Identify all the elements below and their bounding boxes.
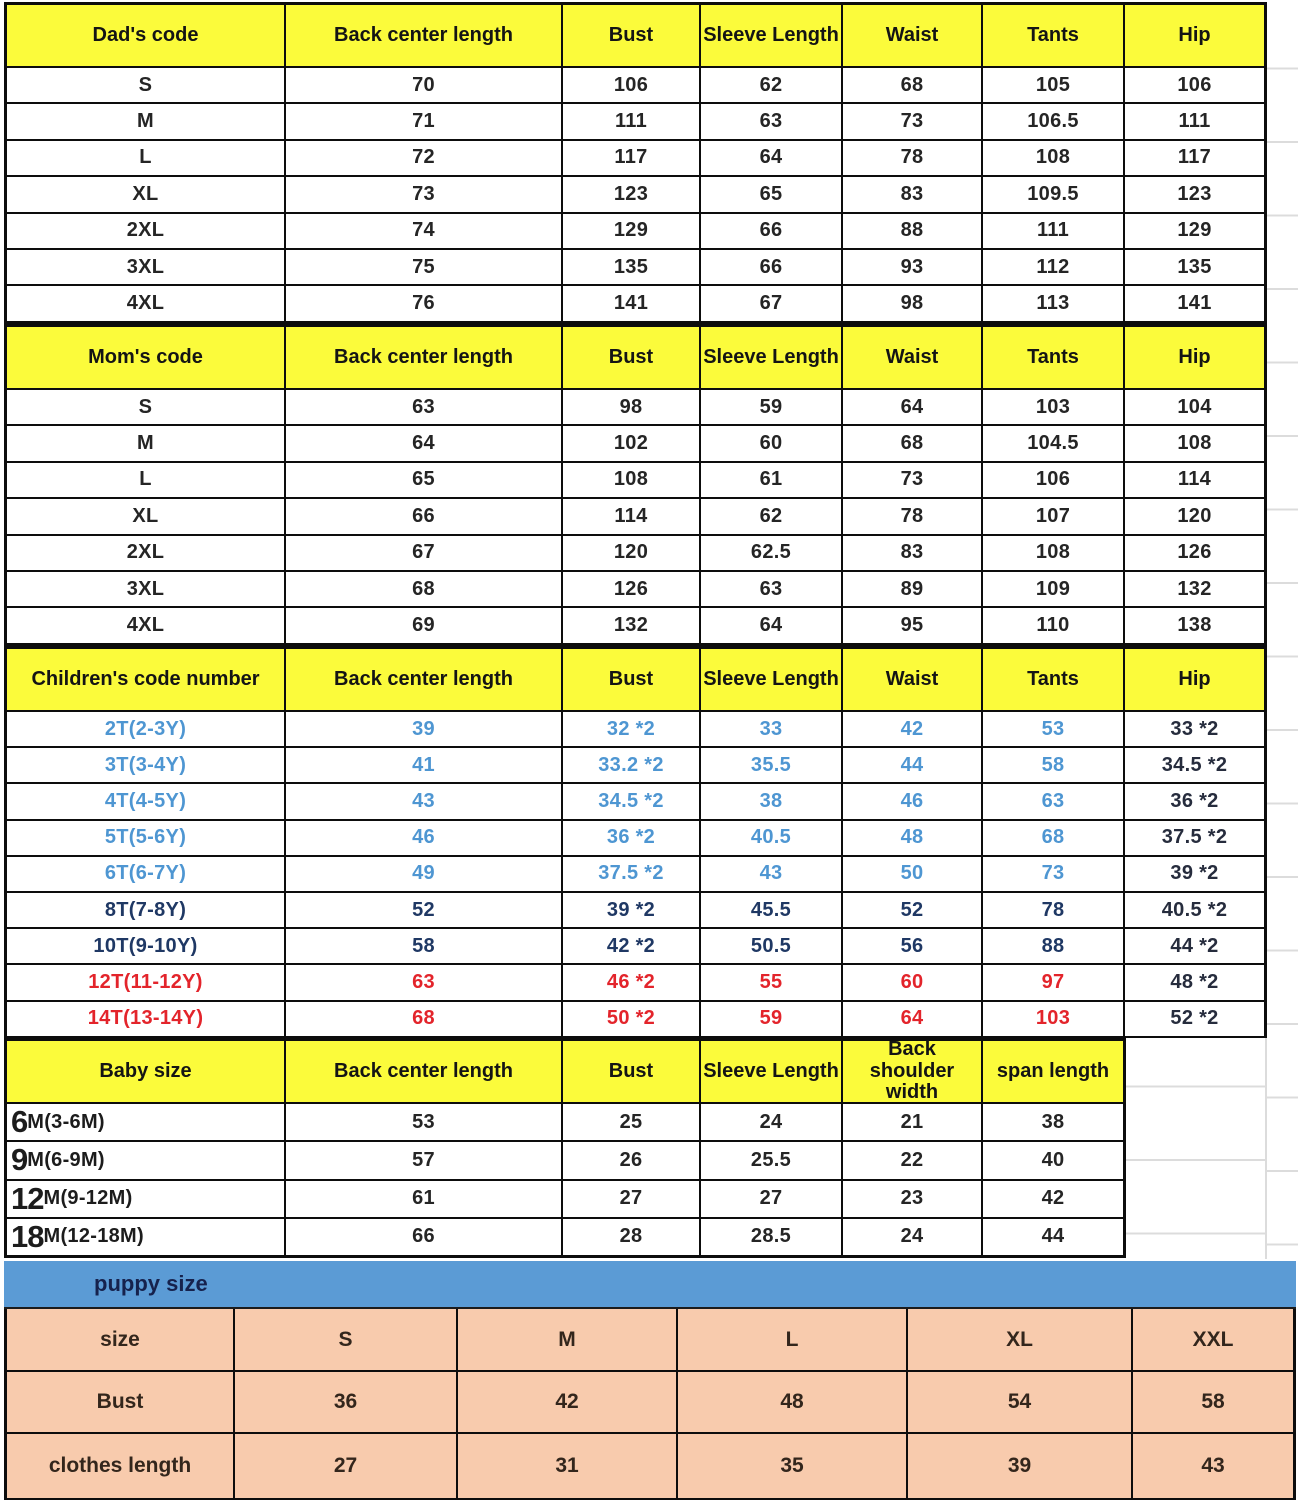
value-cell: 50 [843,857,981,891]
value-cell: 43 [1133,1434,1293,1498]
value-cell: 49 [286,857,561,891]
value-cell: 135 [563,250,699,284]
value-cell: 106.5 [983,104,1123,138]
value-cell: 135 [1125,250,1264,284]
value-cell: 63 [286,965,561,999]
value-cell: 98 [563,390,699,424]
column-header: Baby size [7,1041,284,1102]
value-cell: 103 [983,1002,1123,1036]
value-cell: 26 [563,1142,699,1178]
column-header: Waist [843,649,981,710]
column-header: Sleeve Length [701,5,841,66]
empty-grid-area [1126,1038,1267,1259]
value-cell: 88 [983,929,1123,963]
puppy-size-table [4,1309,1296,1500]
value-cell: 44 [983,1219,1123,1255]
value-cell: 106 [1125,68,1264,102]
value-cell: 59 [701,390,841,424]
value-cell: 40.5 [701,821,841,855]
value-cell: 52 *2 [1125,1002,1264,1036]
value-cell: 111 [983,214,1123,248]
value-cell: 72 [286,141,561,175]
column-header: Sleeve Length [701,1041,841,1102]
value-cell: 62 [701,68,841,102]
column-header: Bust [563,5,699,66]
value-cell: 40.5 *2 [1125,893,1264,927]
value-cell: 41 [286,748,561,782]
row-label-cell: 14T(13-14Y) [7,1002,284,1036]
column-header: Back center length [286,5,561,66]
column-header: Hip [1125,5,1264,66]
baby-size-label-cell [7,1181,284,1217]
value-cell: 33.2 *2 [563,748,699,782]
row-label-cell: S [7,390,284,424]
value-cell: 42 [983,1181,1123,1217]
value-cell: 24 [843,1219,981,1255]
value-cell: 108 [1125,426,1264,460]
column-header: Sleeve Length [701,327,841,388]
value-cell: 141 [1125,286,1264,320]
value-cell: 57 [286,1142,561,1178]
value-cell: 138 [1125,608,1264,642]
value-cell: 68 [983,821,1123,855]
value-cell: 39 [286,712,561,746]
value-cell: 113 [983,286,1123,320]
value-cell: 66 [286,499,561,533]
value-cell: 60 [701,426,841,460]
column-header: Back center length [286,1041,561,1102]
column-header: Waist [843,5,981,66]
value-cell: 24 [701,1104,841,1140]
value-cell: XL [908,1309,1131,1370]
value-cell: 27 [235,1434,456,1498]
value-cell: 50.5 [701,929,841,963]
value-cell: 28.5 [701,1219,841,1255]
value-cell: 58 [286,929,561,963]
value-cell: 25.5 [701,1142,841,1178]
value-cell: 123 [563,177,699,211]
value-cell: 126 [1125,536,1264,570]
value-cell: 36 *2 [1125,784,1264,818]
value-cell: 68 [843,68,981,102]
value-cell: 37.5 *2 [1125,821,1264,855]
column-header: Back center length [286,649,561,710]
row-label-cell: 2XL [7,536,284,570]
value-cell: 112 [983,250,1123,284]
column-header: Tants [983,649,1123,710]
value-cell: 73 [843,104,981,138]
baby-size-label-cell [7,1142,284,1178]
value-cell: 38 [701,784,841,818]
value-cell: 42 *2 [563,929,699,963]
value-cell: 48 [843,821,981,855]
value-cell: 83 [843,177,981,211]
value-cell: 53 [286,1104,561,1140]
value-cell: 42 [843,712,981,746]
baby-size-number: 9 [11,1142,28,1178]
row-label-cell: 5T(5-6Y) [7,821,284,855]
value-cell: 108 [563,463,699,497]
column-header: Waist [843,327,981,388]
column-header: Bust [563,1041,699,1102]
value-cell: 65 [286,463,561,497]
value-cell: 35.5 [701,748,841,782]
value-cell: L [678,1309,906,1370]
value-cell: 108 [983,536,1123,570]
row-label-cell: 8T(7-8Y) [7,893,284,927]
row-label-cell: M [7,104,284,138]
value-cell: 38 [983,1104,1123,1140]
value-cell: 62.5 [701,536,841,570]
value-cell: 25 [563,1104,699,1140]
value-cell: 64 [843,390,981,424]
row-label-cell: 4XL [7,608,284,642]
row-label-cell: 10T(9-10Y) [7,929,284,963]
value-cell: 117 [1125,141,1264,175]
value-cell: 120 [563,536,699,570]
row-label-cell: 6T(6-7Y) [7,857,284,891]
value-cell: 73 [983,857,1123,891]
value-cell: 36 *2 [563,821,699,855]
value-cell: 59 [701,1002,841,1036]
value-cell: 83 [843,536,981,570]
value-cell: 68 [286,1002,561,1036]
column-header: Bust [563,327,699,388]
row-label-cell: XL [7,177,284,211]
value-cell: 76 [286,286,561,320]
value-cell: 66 [286,1219,561,1255]
value-cell: 109.5 [983,177,1123,211]
value-cell: 63 [286,390,561,424]
baby-size-number: 18 [11,1218,44,1254]
row-label-cell: S [7,68,284,102]
value-cell: 69 [286,608,561,642]
row-label-cell: 2T(2-3Y) [7,712,284,746]
value-cell: 55 [701,965,841,999]
baby-size-range: M(6-9M) [27,1148,105,1171]
column-header: Tants [983,5,1123,66]
baby-size-table [4,1038,1126,1258]
value-cell: 42 [458,1372,676,1432]
value-cell: 106 [563,68,699,102]
value-cell: 27 [701,1181,841,1217]
value-cell: 95 [843,608,981,642]
column-header: Tants [983,327,1123,388]
value-cell: 132 [1125,572,1264,606]
value-cell: 78 [843,499,981,533]
value-cell: 129 [1125,214,1264,248]
baby-size-number: 12 [11,1180,44,1216]
value-cell: 40 [983,1142,1123,1178]
value-cell: 66 [701,214,841,248]
value-cell: 63 [701,104,841,138]
row-label-cell: size [7,1309,233,1370]
value-cell: 78 [983,893,1123,927]
value-cell: 111 [563,104,699,138]
value-cell: 129 [563,214,699,248]
column-header: span length [983,1041,1123,1102]
value-cell: 132 [563,608,699,642]
value-cell: M [458,1309,676,1370]
value-cell: 63 [983,784,1123,818]
value-cell: 70 [286,68,561,102]
value-cell: 114 [563,499,699,533]
row-label-cell: 4T(4-5Y) [7,784,284,818]
value-cell: 50 *2 [563,1002,699,1036]
row-label-cell: L [7,463,284,497]
baby-size-range: M(3-6M) [27,1110,105,1133]
column-header: Hip [1125,327,1264,388]
value-cell: 89 [843,572,981,606]
value-cell: 61 [701,463,841,497]
value-cell: 141 [563,286,699,320]
value-cell: 43 [286,784,561,818]
value-cell: 66 [701,250,841,284]
value-cell: 62 [701,499,841,533]
value-cell: 33 [701,712,841,746]
spreadsheet-gutter [1267,2,1298,1259]
value-cell: 106 [983,463,1123,497]
row-label-cell: 2XL [7,214,284,248]
row-label-cell: M [7,426,284,460]
value-cell: 44 [843,748,981,782]
value-cell: 53 [983,712,1123,746]
value-cell: 33 *2 [1125,712,1264,746]
value-cell: 31 [458,1434,676,1498]
value-cell: 73 [843,463,981,497]
row-label-cell: XL [7,499,284,533]
value-cell: 107 [983,499,1123,533]
value-cell: 111 [1125,104,1264,138]
value-cell: 103 [983,390,1123,424]
puppy-size-banner-label: puppy size [94,1271,208,1296]
value-cell: 74 [286,214,561,248]
value-cell: 34.5 *2 [1125,748,1264,782]
value-cell: 104.5 [983,426,1123,460]
value-cell: 73 [286,177,561,211]
baby-size-range: M(12-18M) [43,1225,144,1248]
row-label-cell: 12T(11-12Y) [7,965,284,999]
value-cell: 32 *2 [563,712,699,746]
value-cell: 52 [286,893,561,927]
value-cell: 64 [701,141,841,175]
value-cell: 71 [286,104,561,138]
value-cell: 108 [983,141,1123,175]
value-cell: 61 [286,1181,561,1217]
row-label-cell: clothes length [7,1434,233,1498]
value-cell: 126 [563,572,699,606]
value-cell: 39 *2 [563,893,699,927]
baby-size-number: 6 [11,1104,28,1140]
value-cell: 35 [678,1434,906,1498]
column-header: Bust [563,649,699,710]
column-header: Dad's code [7,5,284,66]
row-label-cell: Bust [7,1372,233,1432]
value-cell: 98 [843,286,981,320]
column-header: Children's code number [7,649,284,710]
puppy-size-banner [4,1261,1296,1309]
value-cell: 105 [983,68,1123,102]
value-cell: 34.5 *2 [563,784,699,818]
value-cell: 48 [678,1372,906,1432]
column-header: Back shoulder width [843,1041,981,1102]
value-cell: 75 [286,250,561,284]
value-cell: 54 [908,1372,1131,1432]
value-cell: XXL [1133,1309,1293,1370]
row-label-cell: 3XL [7,572,284,606]
value-cell: 39 *2 [1125,857,1264,891]
value-cell: 27 [563,1181,699,1217]
column-header: Back center length [286,327,561,388]
column-header: Mom's code [7,327,284,388]
value-cell: 64 [286,426,561,460]
column-header: Hip [1125,649,1264,710]
value-cell: 21 [843,1104,981,1140]
value-cell: 104 [1125,390,1264,424]
value-cell: 93 [843,250,981,284]
value-cell: 63 [701,572,841,606]
value-cell: 44 *2 [1125,929,1264,963]
value-cell: 45.5 [701,893,841,927]
baby-size-range: M(9-12M) [43,1187,133,1210]
value-cell: 123 [1125,177,1264,211]
value-cell: 48 *2 [1125,965,1264,999]
value-cell: 23 [843,1181,981,1217]
baby-size-label-cell [7,1104,284,1140]
value-cell: 22 [843,1142,981,1178]
column-header: Sleeve Length [701,649,841,710]
value-cell: 46 *2 [563,965,699,999]
value-cell: 120 [1125,499,1264,533]
value-cell: 56 [843,929,981,963]
value-cell: 109 [983,572,1123,606]
value-cell: S [235,1309,456,1370]
row-label-cell: 3XL [7,250,284,284]
value-cell: 78 [843,141,981,175]
dad-size-table [4,2,1267,324]
row-label-cell: L [7,141,284,175]
value-cell: 60 [843,965,981,999]
value-cell: 28 [563,1219,699,1255]
value-cell: 102 [563,426,699,460]
value-cell: 117 [563,141,699,175]
value-cell: 37.5 *2 [563,857,699,891]
value-cell: 67 [701,286,841,320]
row-label-cell: 4XL [7,286,284,320]
value-cell: 67 [286,536,561,570]
value-cell: 88 [843,214,981,248]
value-cell: 46 [286,821,561,855]
value-cell: 68 [843,426,981,460]
value-cell: 97 [983,965,1123,999]
value-cell: 114 [1125,463,1264,497]
value-cell: 58 [1133,1372,1293,1432]
baby-size-label-cell [7,1219,284,1255]
value-cell: 65 [701,177,841,211]
children-size-table [4,646,1267,1039]
value-cell: 68 [286,572,561,606]
mom-size-table [4,324,1267,646]
value-cell: 36 [235,1372,456,1432]
value-cell: 110 [983,608,1123,642]
value-cell: 64 [701,608,841,642]
value-cell: 46 [843,784,981,818]
row-label-cell: 3T(3-4Y) [7,748,284,782]
value-cell: 58 [983,748,1123,782]
value-cell: 64 [843,1002,981,1036]
value-cell: 52 [843,893,981,927]
value-cell: 39 [908,1434,1131,1498]
value-cell: 43 [701,857,841,891]
